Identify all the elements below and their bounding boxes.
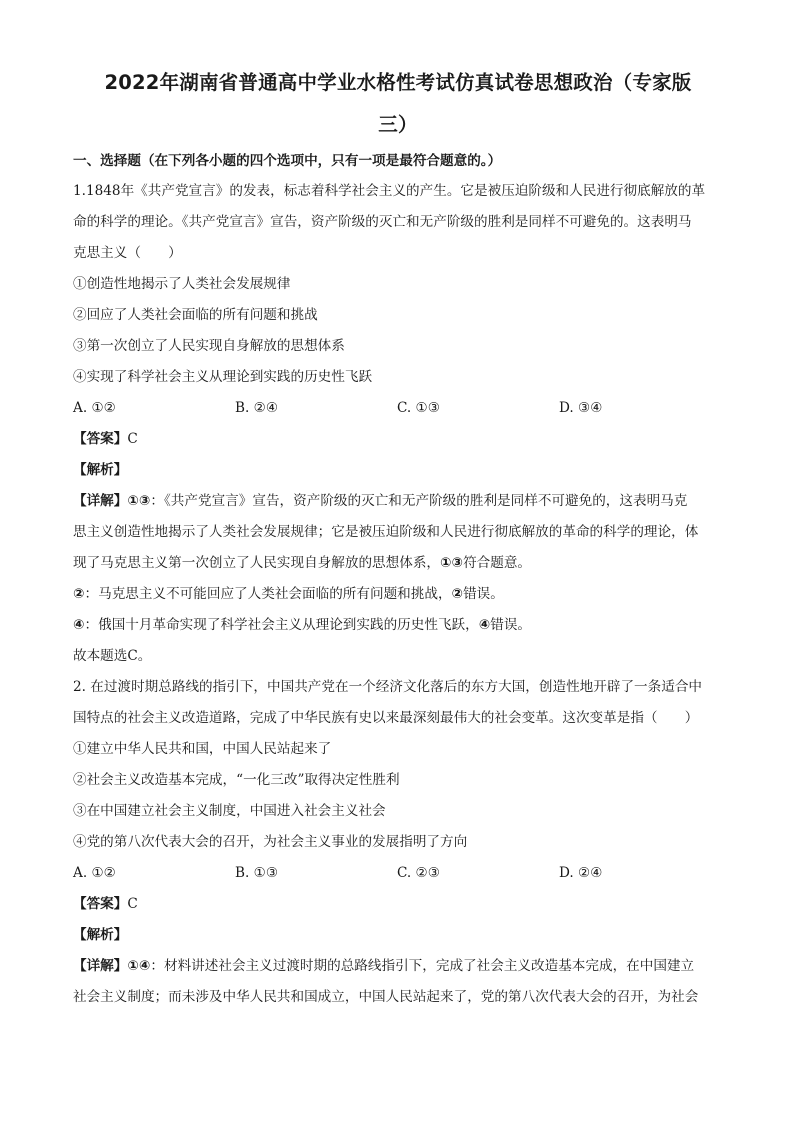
detail-text: ：俄国十月革命实现了科学社会主义从理论到实践的历史性飞跃， bbox=[84, 617, 479, 633]
detail-line bbox=[73, 610, 723, 641]
question-1 bbox=[73, 176, 723, 672]
detail-lead: ② bbox=[73, 586, 85, 602]
option-b: B. ②④ bbox=[235, 400, 279, 416]
detail-tag: 【详解】 bbox=[73, 958, 128, 974]
answer-value: C bbox=[127, 896, 138, 912]
answer-options bbox=[73, 858, 723, 889]
answer-line bbox=[73, 889, 723, 920]
detail-text: ：《共产党宣言》宣告，资产阶级的灭亡和无产阶级的胜利是同样不可避免的，这表明马克 bbox=[150, 493, 688, 509]
question-stem-line: 克思主义（ ） bbox=[73, 245, 182, 261]
option-d: D. ②④ bbox=[559, 865, 603, 881]
statement-item: ②回应了人类社会面临的所有问题和挑战 bbox=[73, 307, 318, 323]
detail-line bbox=[73, 951, 723, 982]
conclusion-line: 故本题选C。 bbox=[73, 648, 152, 664]
detail-line bbox=[73, 579, 723, 610]
answer-value: C bbox=[127, 431, 138, 447]
detail-text: 错误。 bbox=[463, 586, 504, 602]
detail-mark: ② bbox=[451, 586, 464, 602]
detail-text: 现了马克思主义第一次创立了人民实现自身解放的思想体系， bbox=[73, 555, 441, 571]
statement-item: ①创造性地揭示了人类社会发展规律 bbox=[73, 276, 291, 292]
page-title-continued: 三） bbox=[378, 113, 418, 136]
option-c: C. ①③ bbox=[397, 400, 440, 416]
detail-text: 符合题意。 bbox=[463, 555, 532, 571]
statement-item: ②社会主义改造基本完成，“一化三改”取得决定性胜利 bbox=[73, 772, 400, 788]
option-a: A. ①② bbox=[73, 865, 116, 881]
analysis-tag: 【解析】 bbox=[73, 927, 128, 943]
answer-tag: 【答案】 bbox=[73, 431, 128, 447]
answer-line bbox=[73, 424, 723, 455]
statement-item: ③第一次创立了人民实现自身解放的思想体系 bbox=[73, 338, 345, 354]
detail-lead: ④ bbox=[73, 617, 85, 633]
detail-mark: ①③ bbox=[440, 555, 464, 571]
statement-item: ①建立中华人民共和国，中国人民站起来了 bbox=[73, 741, 332, 757]
answer-tag: 【答案】 bbox=[73, 896, 128, 912]
detail-lead: ①③ bbox=[127, 493, 151, 509]
option-c: C. ②③ bbox=[397, 865, 440, 881]
question-2 bbox=[73, 672, 723, 1013]
detail-text: 错误。 bbox=[490, 617, 532, 633]
option-d: D. ③④ bbox=[559, 400, 603, 416]
option-a: A. ①② bbox=[73, 400, 116, 416]
question-stem-line: 2. 在过渡时期总路线的指引下，中国共产党在一个经济文化落后的东方大国，创造性地开辟了一条适合中 bbox=[73, 679, 703, 695]
question-stem-line: 1.1848年《共产党宣言》的发表，标志着科学社会主义的产生。它是被压迫阶级和人民进行彻底解放的革 bbox=[73, 183, 706, 199]
page-title: 2022年湖南省普通高中学业水格性考试仿真试卷思想政治（专家版 bbox=[104, 71, 692, 94]
document-page bbox=[73, 62, 723, 1013]
section-heading: 一、选择题（在下列各小题的四个选项中，只有一项是最符合题意的。） bbox=[73, 153, 502, 169]
detail-text: ：材料讲述社会主义过渡时期的总路线指引下，完成了社会主义改造基本完成，在中国建立 bbox=[150, 958, 695, 974]
statement-item: ④党的第八次代表大会的召开，为社会主义事业的发展指明了方向 bbox=[73, 834, 468, 850]
analysis-tag: 【解析】 bbox=[73, 462, 128, 478]
answer-options bbox=[73, 393, 723, 424]
question-stem-line: 国特点的社会主义改造道路，完成了中华民族有史以来最深刻最伟大的社会变革。这次变革是指（ ） bbox=[73, 710, 699, 726]
option-b: B. ①③ bbox=[235, 865, 279, 881]
detail-line: 社会主义制度；而未涉及中华人民共和国成立，中国人民站起来了，党的第八次代表大会的召开，为社会 bbox=[73, 989, 699, 1005]
detail-line bbox=[73, 548, 723, 579]
detail-line bbox=[73, 486, 723, 517]
detail-tag: 【详解】 bbox=[73, 493, 128, 509]
statement-item: ④实现了科学社会主义从理论到实践的历史性飞跃 bbox=[73, 369, 373, 385]
detail-text: ：马克思主义不可能回应了人类社会面临的所有问题和挑战， bbox=[84, 586, 452, 602]
statement-item: ③在中国建立社会主义制度，中国进入社会主义社会 bbox=[73, 803, 386, 819]
detail-mark: ④ bbox=[478, 617, 491, 633]
detail-lead: ①④ bbox=[127, 958, 151, 974]
question-stem-line: 命的科学的理论。《共产党宣言》宣告，资产阶级的灭亡和无产阶级的胜利是同样不可避免的。这表明马 bbox=[73, 214, 692, 230]
detail-line: 思主义创造性地揭示了人类社会发展规律；它是被压迫阶级和人民进行彻底解放的革命的科学的理论，体 bbox=[73, 524, 699, 540]
